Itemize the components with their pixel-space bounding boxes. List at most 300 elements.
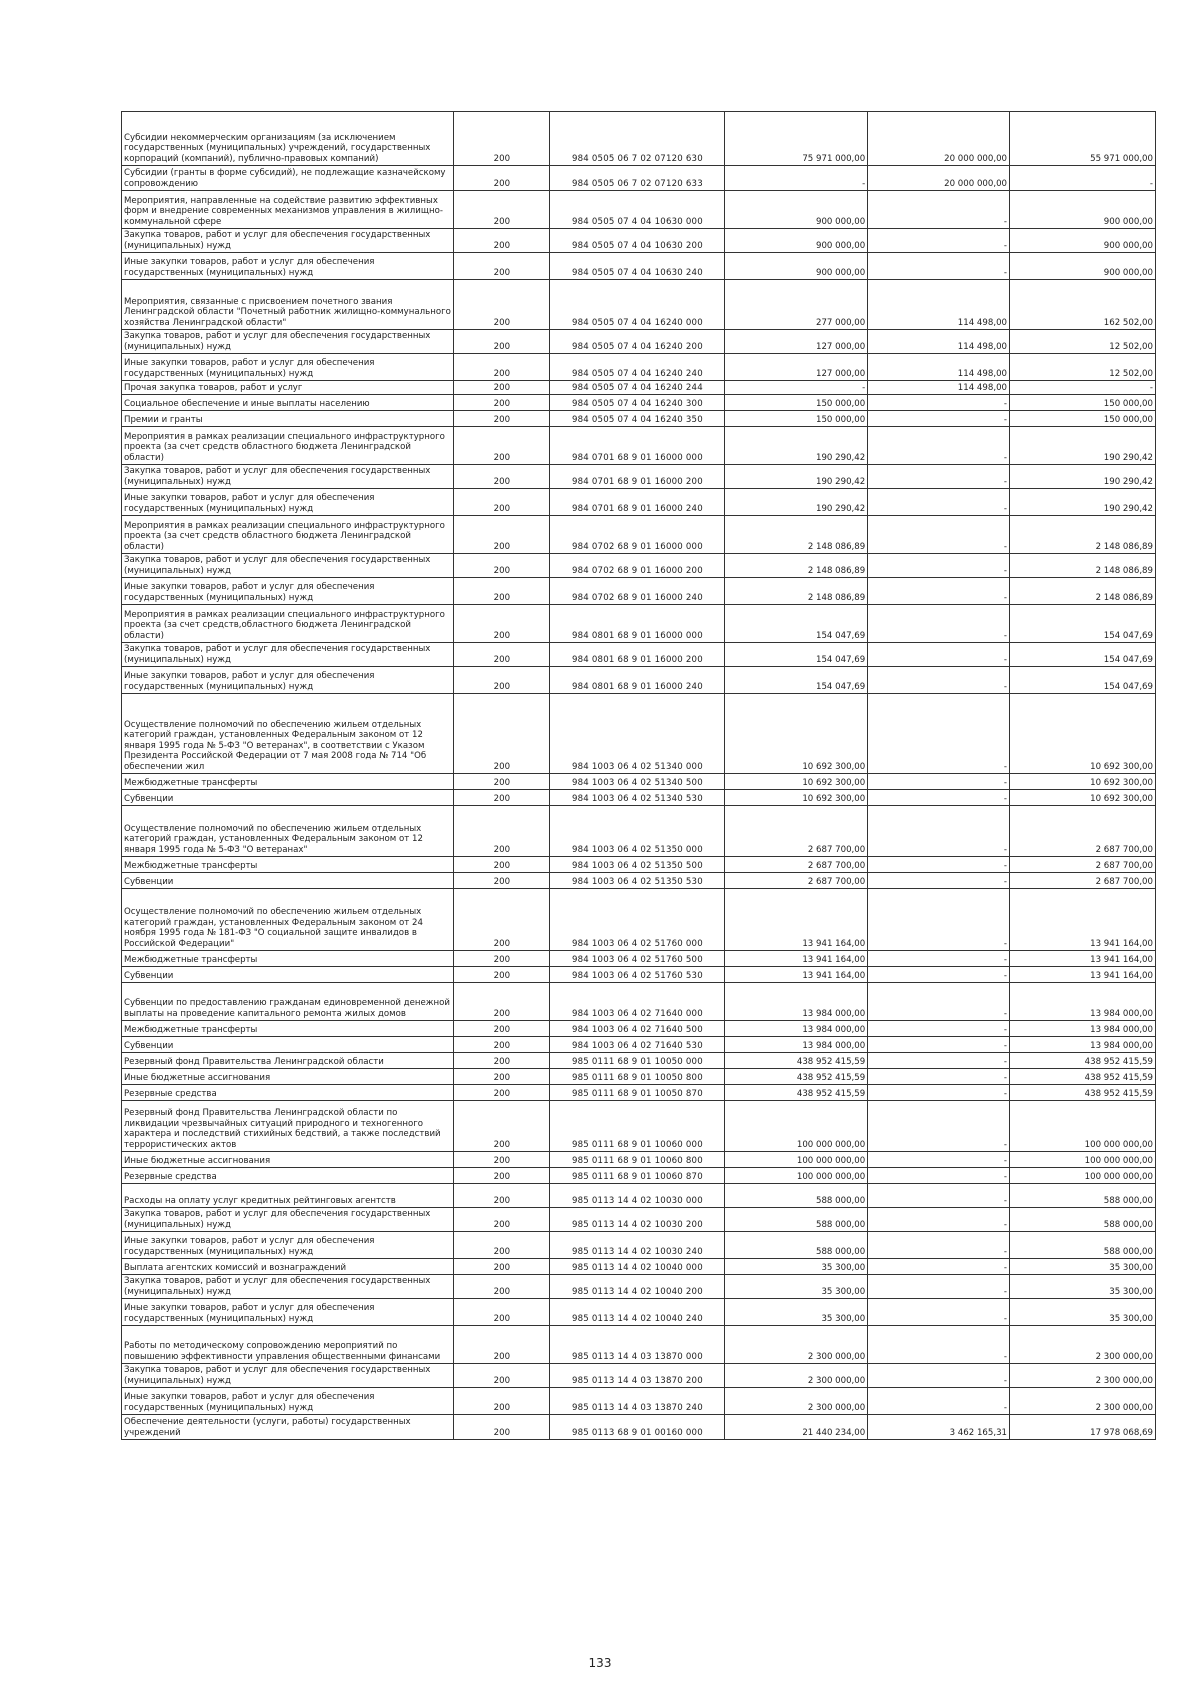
row-plan-cell: 2 300 000,00 [725,1326,868,1364]
row-plan-cell: 13 984 000,00 [725,1021,868,1037]
row-name-cell: Иные закупки товаров, работ и услуг для обеспечения государственных (муниципальных) нужд [122,354,454,381]
row-name-cell: Мероприятия в рамках реализации специального инфраструктурного проекта (за счет средств,областного бюджета Ленинградской области) [122,605,454,643]
row-remaining-cell: 2 687 700,00 [1010,857,1156,873]
row-plan-cell: 13 984 000,00 [725,983,868,1021]
row-executed-cell: - [868,857,1010,873]
table-row [122,1208,1156,1232]
row-plan-cell: 154 047,69 [725,605,868,643]
row-kbk-cell: 984 0505 07 4 04 10630 000 [550,191,725,229]
row-name-cell: Мероприятия, направленные на содействие развитию эффективных форм и внедрение современных механизмов управления в жилищно-коммунальной сфере [122,191,454,229]
row-plan-cell: 10 692 300,00 [725,774,868,790]
row-name-cell: Обеспечение деятельности (услуги, работы) государственных учреждений [122,1415,454,1440]
table-row [122,1415,1156,1440]
row-remaining-cell: 162 502,00 [1010,280,1156,330]
row-kbk-cell: 985 0113 14 4 02 10040 000 [550,1259,725,1275]
row-executed-cell: - [868,554,1010,578]
row-kbk-cell: 984 0505 07 4 04 16240 000 [550,280,725,330]
row-kbk-cell: 985 0113 14 4 03 13870 000 [550,1326,725,1364]
page-number: 133 [588,1656,612,1670]
row-remaining-cell: 35 300,00 [1010,1299,1156,1326]
row-remaining-cell: 13 941 164,00 [1010,967,1156,983]
row-plan-cell: 190 290,42 [725,427,868,465]
row-name-cell: Иные бюджетные ассигнования [122,1152,454,1168]
row-name-cell: Резервные средства [122,1168,454,1184]
row-name-cell: Субвенции [122,790,454,806]
row-kbk-cell: 984 0702 68 9 01 16000 200 [550,554,725,578]
table-row [122,694,1156,774]
row-plan-cell: 2 300 000,00 [725,1388,868,1415]
row-executed-cell: 114 498,00 [868,354,1010,381]
table-row [122,578,1156,605]
row-remaining-cell: 438 952 415,59 [1010,1069,1156,1085]
row-remaining-cell: 438 952 415,59 [1010,1085,1156,1101]
row-plan-cell: 10 692 300,00 [725,694,868,774]
row-name-cell: Мероприятия, связанные с присвоением почетного звания Ленинградской области "Почетный работник жилищно-коммунального хозяйства Ленинградской области" [122,280,454,330]
row-code-cell: 200 [454,395,550,411]
row-remaining-cell: 13 984 000,00 [1010,983,1156,1021]
row-plan-cell: 900 000,00 [725,229,868,253]
row-remaining-cell: 2 687 700,00 [1010,873,1156,889]
row-remaining-cell: 150 000,00 [1010,411,1156,427]
row-executed-cell: - [868,191,1010,229]
row-name-cell: Закупка товаров, работ и услуг для обеспечения государственных (муниципальных) нужд [122,1364,454,1388]
table-row [122,1326,1156,1364]
table-row [122,395,1156,411]
row-name-cell: Закупка товаров, работ и услуг для обеспечения государственных (муниципальных) нужд [122,229,454,253]
row-name-cell: Субвенции по предоставлению гражданам единовременной денежной выплаты на проведение капитального ремонта жилых домов [122,983,454,1021]
row-executed-cell: - [868,1299,1010,1326]
row-code-cell: 200 [454,1275,550,1299]
table-row [122,489,1156,516]
row-code-cell: 200 [454,427,550,465]
row-executed-cell: - [868,1053,1010,1069]
row-name-cell: Закупка товаров, работ и услуг для обеспечения государственных (муниципальных) нужд [122,465,454,489]
table-row [122,516,1156,554]
row-kbk-cell: 984 0505 06 7 02 07120 633 [550,166,725,191]
row-executed-cell: - [868,694,1010,774]
row-name-cell: Иные закупки товаров, работ и услуг для обеспечения государственных (муниципальных) нужд [122,578,454,605]
table-row [122,253,1156,280]
row-code-cell: 200 [454,280,550,330]
row-remaining-cell: - [1010,381,1156,395]
row-executed-cell: - [868,967,1010,983]
row-executed-cell: - [868,489,1010,516]
row-plan-cell: 2 148 086,89 [725,578,868,605]
row-code-cell: 200 [454,1168,550,1184]
row-code-cell: 200 [454,774,550,790]
row-plan-cell: 438 952 415,59 [725,1085,868,1101]
row-name-cell: Межбюджетные трансферты [122,1021,454,1037]
row-executed-cell: - [868,1152,1010,1168]
row-kbk-cell: 985 0113 14 4 02 10030 240 [550,1232,725,1259]
row-kbk-cell: 985 0111 68 9 01 10060 800 [550,1152,725,1168]
row-remaining-cell: 100 000 000,00 [1010,1101,1156,1152]
row-code-cell: 200 [454,1259,550,1275]
row-plan-cell: 13 941 164,00 [725,889,868,951]
row-remaining-cell: 588 000,00 [1010,1208,1156,1232]
row-remaining-cell: 2 687 700,00 [1010,806,1156,857]
budget-table [121,111,1156,1440]
row-code-cell: 200 [454,983,550,1021]
row-plan-cell: 35 300,00 [725,1275,868,1299]
row-code-cell: 200 [454,1232,550,1259]
row-kbk-cell: 984 0505 07 4 04 16240 200 [550,330,725,354]
row-code-cell: 200 [454,1326,550,1364]
table-row [122,643,1156,667]
row-code-cell: 200 [454,605,550,643]
row-plan-cell: 10 692 300,00 [725,790,868,806]
row-kbk-cell: 984 1003 06 4 02 71640 000 [550,983,725,1021]
row-kbk-cell: 985 0111 68 9 01 10050 800 [550,1069,725,1085]
row-code-cell: 200 [454,806,550,857]
row-remaining-cell: 100 000 000,00 [1010,1168,1156,1184]
row-kbk-cell: 985 0113 14 4 02 10030 200 [550,1208,725,1232]
table-row [122,465,1156,489]
row-executed-cell: - [868,578,1010,605]
row-code-cell: 200 [454,166,550,191]
table-row [122,667,1156,694]
row-plan-cell: 277 000,00 [725,280,868,330]
row-kbk-cell: 984 1003 06 4 02 51350 530 [550,873,725,889]
row-kbk-cell: 984 1003 06 4 02 51340 500 [550,774,725,790]
row-code-cell: 200 [454,1364,550,1388]
table-row [122,1021,1156,1037]
row-executed-cell: - [868,1184,1010,1208]
row-remaining-cell: 10 692 300,00 [1010,694,1156,774]
row-kbk-cell: 985 0113 68 9 01 00160 000 [550,1415,725,1440]
row-plan-cell: 127 000,00 [725,330,868,354]
row-executed-cell: - [868,1085,1010,1101]
row-name-cell: Закупка товаров, работ и услуг для обеспечения государственных (муниципальных) нужд [122,1275,454,1299]
table-row [122,806,1156,857]
table-row [122,330,1156,354]
row-plan-cell: 35 300,00 [725,1299,868,1326]
row-kbk-cell: 984 1003 06 4 02 51340 530 [550,790,725,806]
row-remaining-cell: 13 984 000,00 [1010,1037,1156,1053]
row-executed-cell: - [868,1069,1010,1085]
row-name-cell: Осуществление полномочий по обеспечению жильем отдельных категорий граждан, установленных Федеральным законом от 24 ноября 1995 года № 181-ФЗ "О социальной защите инвалидов в Российской Федерации" [122,889,454,951]
row-executed-cell: - [868,253,1010,280]
row-remaining-cell: 12 502,00 [1010,354,1156,381]
row-kbk-cell: 984 0702 68 9 01 16000 000 [550,516,725,554]
row-plan-cell: 127 000,00 [725,354,868,381]
row-plan-cell: 150 000,00 [725,411,868,427]
row-kbk-cell: 984 0505 07 4 04 16240 350 [550,411,725,427]
row-code-cell: 200 [454,1388,550,1415]
row-name-cell: Иные закупки товаров, работ и услуг для обеспечения государственных (муниципальных) нужд [122,1299,454,1326]
row-code-cell: 200 [454,1184,550,1208]
row-plan-cell: - [725,166,868,191]
row-code-cell: 200 [454,330,550,354]
row-name-cell: Закупка товаров, работ и услуг для обеспечения государственных (муниципальных) нужд [122,643,454,667]
row-remaining-cell: 190 290,42 [1010,489,1156,516]
table-row [122,774,1156,790]
row-kbk-cell: 985 0113 14 4 02 10040 240 [550,1299,725,1326]
row-remaining-cell: 13 984 000,00 [1010,1021,1156,1037]
row-name-cell: Субвенции [122,1037,454,1053]
row-code-cell: 200 [454,643,550,667]
row-remaining-cell: 17 978 068,69 [1010,1415,1156,1440]
row-executed-cell: 114 498,00 [868,330,1010,354]
row-remaining-cell: 154 047,69 [1010,643,1156,667]
row-plan-cell: 900 000,00 [725,191,868,229]
row-remaining-cell: 900 000,00 [1010,191,1156,229]
row-remaining-cell: 438 952 415,59 [1010,1053,1156,1069]
row-kbk-cell: 985 0113 14 4 02 10040 200 [550,1275,725,1299]
row-executed-cell: - [868,605,1010,643]
row-code-cell: 200 [454,554,550,578]
row-plan-cell: 100 000 000,00 [725,1152,868,1168]
row-name-cell: Иные закупки товаров, работ и услуг для обеспечения государственных (муниципальных) нужд [122,253,454,280]
row-remaining-cell: 588 000,00 [1010,1184,1156,1208]
row-code-cell: 200 [454,1152,550,1168]
row-remaining-cell: 2 300 000,00 [1010,1364,1156,1388]
row-plan-cell: 900 000,00 [725,253,868,280]
row-code-cell: 200 [454,229,550,253]
row-name-cell: Иные закупки товаров, работ и услуг для обеспечения государственных (муниципальных) нужд [122,1232,454,1259]
row-kbk-cell: 984 0701 68 9 01 16000 000 [550,427,725,465]
row-plan-cell: 154 047,69 [725,643,868,667]
row-kbk-cell: 984 0801 68 9 01 16000 200 [550,643,725,667]
row-code-cell: 200 [454,112,550,166]
row-name-cell: Мероприятия в рамках реализации специального инфраструктурного проекта (за счет средств областного бюджета Ленинградской области) [122,516,454,554]
row-executed-cell: - [868,1259,1010,1275]
row-plan-cell: 154 047,69 [725,667,868,694]
row-kbk-cell: 984 0505 07 4 04 10630 240 [550,253,725,280]
row-kbk-cell: 984 1003 06 4 02 51350 500 [550,857,725,873]
row-name-cell: Межбюджетные трансферты [122,951,454,967]
row-plan-cell: 190 290,42 [725,465,868,489]
table-row [122,1152,1156,1168]
table-row [122,554,1156,578]
table-row [122,1069,1156,1085]
table-row [122,280,1156,330]
row-code-cell: 200 [454,354,550,381]
row-kbk-cell: 984 1003 06 4 02 51760 530 [550,967,725,983]
row-plan-cell: 588 000,00 [725,1184,868,1208]
table-row [122,1168,1156,1184]
table-row [122,889,1156,951]
row-executed-cell: - [868,983,1010,1021]
row-executed-cell: - [868,465,1010,489]
row-plan-cell: 13 941 164,00 [725,967,868,983]
row-remaining-cell: 12 502,00 [1010,330,1156,354]
row-kbk-cell: 984 0701 68 9 01 16000 200 [550,465,725,489]
table-row [122,857,1156,873]
row-name-cell: Резервные средства [122,1085,454,1101]
row-code-cell: 200 [454,516,550,554]
row-remaining-cell: 154 047,69 [1010,605,1156,643]
row-kbk-cell: 984 0505 07 4 04 16240 300 [550,395,725,411]
row-name-cell: Мероприятия в рамках реализации специального инфраструктурного проекта (за счет средств областного бюджета Ленинградской области) [122,427,454,465]
row-name-cell: Иные бюджетные ассигнования [122,1069,454,1085]
table-row [122,1037,1156,1053]
row-kbk-cell: 984 0505 07 4 04 16240 244 [550,381,725,395]
table-row [122,411,1156,427]
row-kbk-cell: 984 1003 06 4 02 51760 000 [550,889,725,951]
table-row [122,873,1156,889]
row-name-cell: Премии и гранты [122,411,454,427]
row-name-cell: Резервный фонд Правительства Ленинградской области по ликвидации чрезвычайных ситуаций природного и техногенного характера и последствий стихийных бедствий, а также последствий террористических актов [122,1101,454,1152]
table-row [122,354,1156,381]
row-plan-cell: 13 984 000,00 [725,1037,868,1053]
row-plan-cell: 2 687 700,00 [725,806,868,857]
table-row [122,427,1156,465]
row-name-cell: Осуществление полномочий по обеспечению жильем отдельных категорий граждан, установленных Федеральным законом от 12 января 1995 года № 5-ФЗ "О ветеранах", в соответствии с Указом Президента Российской Федерации от 7 мая 2008 года № 714 "Об обеспечении жил [122,694,454,774]
row-executed-cell: 3 462 165,31 [868,1415,1010,1440]
row-executed-cell: 20 000 000,00 [868,166,1010,191]
row-executed-cell: 114 498,00 [868,381,1010,395]
row-code-cell: 200 [454,1208,550,1232]
row-plan-cell: 21 440 234,00 [725,1415,868,1440]
row-executed-cell: - [868,1168,1010,1184]
row-name-cell: Прочая закупка товаров, работ и услуг [122,381,454,395]
table-row [122,166,1156,191]
table-row [122,1232,1156,1259]
row-remaining-cell: 55 971 000,00 [1010,112,1156,166]
row-kbk-cell: 985 0111 68 9 01 10050 000 [550,1053,725,1069]
table-row [122,191,1156,229]
row-remaining-cell: 100 000 000,00 [1010,1152,1156,1168]
row-remaining-cell: 900 000,00 [1010,253,1156,280]
row-remaining-cell: 2 300 000,00 [1010,1326,1156,1364]
row-name-cell: Закупка товаров, работ и услуг для обеспечения государственных (муниципальных) нужд [122,554,454,578]
row-plan-cell: 35 300,00 [725,1259,868,1275]
row-kbk-cell: 984 1003 06 4 02 71640 500 [550,1021,725,1037]
row-kbk-cell: 984 0505 06 7 02 07120 630 [550,112,725,166]
table-row [122,229,1156,253]
table-row [122,1299,1156,1326]
row-code-cell: 200 [454,790,550,806]
row-name-cell: Межбюджетные трансферты [122,857,454,873]
row-executed-cell: - [868,667,1010,694]
row-plan-cell: 438 952 415,59 [725,1053,868,1069]
row-code-cell: 200 [454,578,550,605]
row-executed-cell: - [868,951,1010,967]
row-plan-cell: 100 000 000,00 [725,1168,868,1184]
row-executed-cell: - [868,774,1010,790]
row-name-cell: Закупка товаров, работ и услуг для обеспечения государственных (муниципальных) нужд [122,1208,454,1232]
row-remaining-cell: 2 148 086,89 [1010,554,1156,578]
row-kbk-cell: 984 0801 68 9 01 16000 000 [550,605,725,643]
row-remaining-cell: 13 941 164,00 [1010,951,1156,967]
row-executed-cell: - [868,229,1010,253]
row-executed-cell: - [868,395,1010,411]
table-row [122,1101,1156,1152]
row-remaining-cell: - [1010,166,1156,191]
row-executed-cell: - [868,1275,1010,1299]
row-code-cell: 200 [454,889,550,951]
table-row [122,1259,1156,1275]
row-executed-cell: - [868,1101,1010,1152]
row-name-cell: Субвенции [122,873,454,889]
row-kbk-cell: 985 0113 14 4 03 13870 200 [550,1364,725,1388]
row-plan-cell: 2 687 700,00 [725,873,868,889]
table-row [122,112,1156,166]
row-executed-cell: - [868,1388,1010,1415]
row-remaining-cell: 2 300 000,00 [1010,1388,1156,1415]
row-code-cell: 200 [454,951,550,967]
row-plan-cell: 13 941 164,00 [725,951,868,967]
table-row [122,983,1156,1021]
row-name-cell: Межбюджетные трансферты [122,774,454,790]
row-executed-cell: - [868,1326,1010,1364]
row-plan-cell: 75 971 000,00 [725,112,868,166]
row-remaining-cell: 35 300,00 [1010,1275,1156,1299]
row-name-cell: Работы по методическому сопровождению мероприятий по повышению эффективности управления общественными финансами [122,1326,454,1364]
row-code-cell: 200 [454,1021,550,1037]
table-row [122,1275,1156,1299]
row-name-cell: Резервный фонд Правительства Ленинградской области [122,1053,454,1069]
row-code-cell: 200 [454,694,550,774]
row-executed-cell: - [868,1208,1010,1232]
row-name-cell: Субсидии (гранты в форме субсидий), не подлежащие казначейскому сопровождению [122,166,454,191]
row-executed-cell: 114 498,00 [868,280,1010,330]
row-executed-cell: - [868,411,1010,427]
row-remaining-cell: 190 290,42 [1010,427,1156,465]
row-executed-cell: - [868,1232,1010,1259]
row-kbk-cell: 985 0113 14 4 02 10030 000 [550,1184,725,1208]
row-kbk-cell: 984 1003 06 4 02 51340 000 [550,694,725,774]
row-kbk-cell: 984 0505 07 4 04 16240 240 [550,354,725,381]
row-plan-cell: 2 148 086,89 [725,516,868,554]
row-kbk-cell: 985 0111 68 9 01 10060 000 [550,1101,725,1152]
table-row [122,1085,1156,1101]
row-executed-cell: - [868,1364,1010,1388]
row-executed-cell: - [868,1021,1010,1037]
table-row [122,1364,1156,1388]
row-kbk-cell: 984 0702 68 9 01 16000 240 [550,578,725,605]
row-code-cell: 200 [454,191,550,229]
row-code-cell: 200 [454,1053,550,1069]
table-row [122,790,1156,806]
table-row [122,967,1156,983]
table-row [122,1053,1156,1069]
table-row [122,605,1156,643]
row-code-cell: 200 [454,1069,550,1085]
row-name-cell: Субсидии некоммерческим организациям (за исключением государственных (муниципальных) учреждений, государственных корпораций (компаний), публично-правовых компаний) [122,112,454,166]
row-plan-cell: 588 000,00 [725,1208,868,1232]
row-executed-cell: 20 000 000,00 [868,112,1010,166]
row-plan-cell: 190 290,42 [725,489,868,516]
row-executed-cell: - [868,806,1010,857]
row-name-cell: Закупка товаров, работ и услуг для обеспечения государственных (муниципальных) нужд [122,330,454,354]
row-code-cell: 200 [454,1415,550,1440]
row-code-cell: 200 [454,1085,550,1101]
row-plan-cell: 150 000,00 [725,395,868,411]
row-plan-cell: 2 148 086,89 [725,554,868,578]
row-remaining-cell: 2 148 086,89 [1010,516,1156,554]
row-name-cell: Осуществление полномочий по обеспечению жильем отдельных категорий граждан, установленных Федеральным законом от 12 января 1995 года № 5-ФЗ "О ветеранах" [122,806,454,857]
row-remaining-cell: 150 000,00 [1010,395,1156,411]
row-kbk-cell: 984 0505 07 4 04 10630 200 [550,229,725,253]
row-remaining-cell: 588 000,00 [1010,1232,1156,1259]
table-row [122,1184,1156,1208]
row-kbk-cell: 984 1003 06 4 02 71640 530 [550,1037,725,1053]
row-code-cell: 200 [454,253,550,280]
row-remaining-cell: 10 692 300,00 [1010,790,1156,806]
row-code-cell: 200 [454,857,550,873]
row-executed-cell: - [868,889,1010,951]
row-remaining-cell: 13 941 164,00 [1010,889,1156,951]
row-name-cell: Иные закупки товаров, работ и услуг для обеспечения государственных (муниципальных) нужд [122,489,454,516]
row-name-cell: Выплата агентских комиссий и вознаграждений [122,1259,454,1275]
row-executed-cell: - [868,873,1010,889]
row-kbk-cell: 985 0111 68 9 01 10060 870 [550,1168,725,1184]
table-row [122,381,1156,395]
row-code-cell: 200 [454,465,550,489]
row-executed-cell: - [868,1037,1010,1053]
